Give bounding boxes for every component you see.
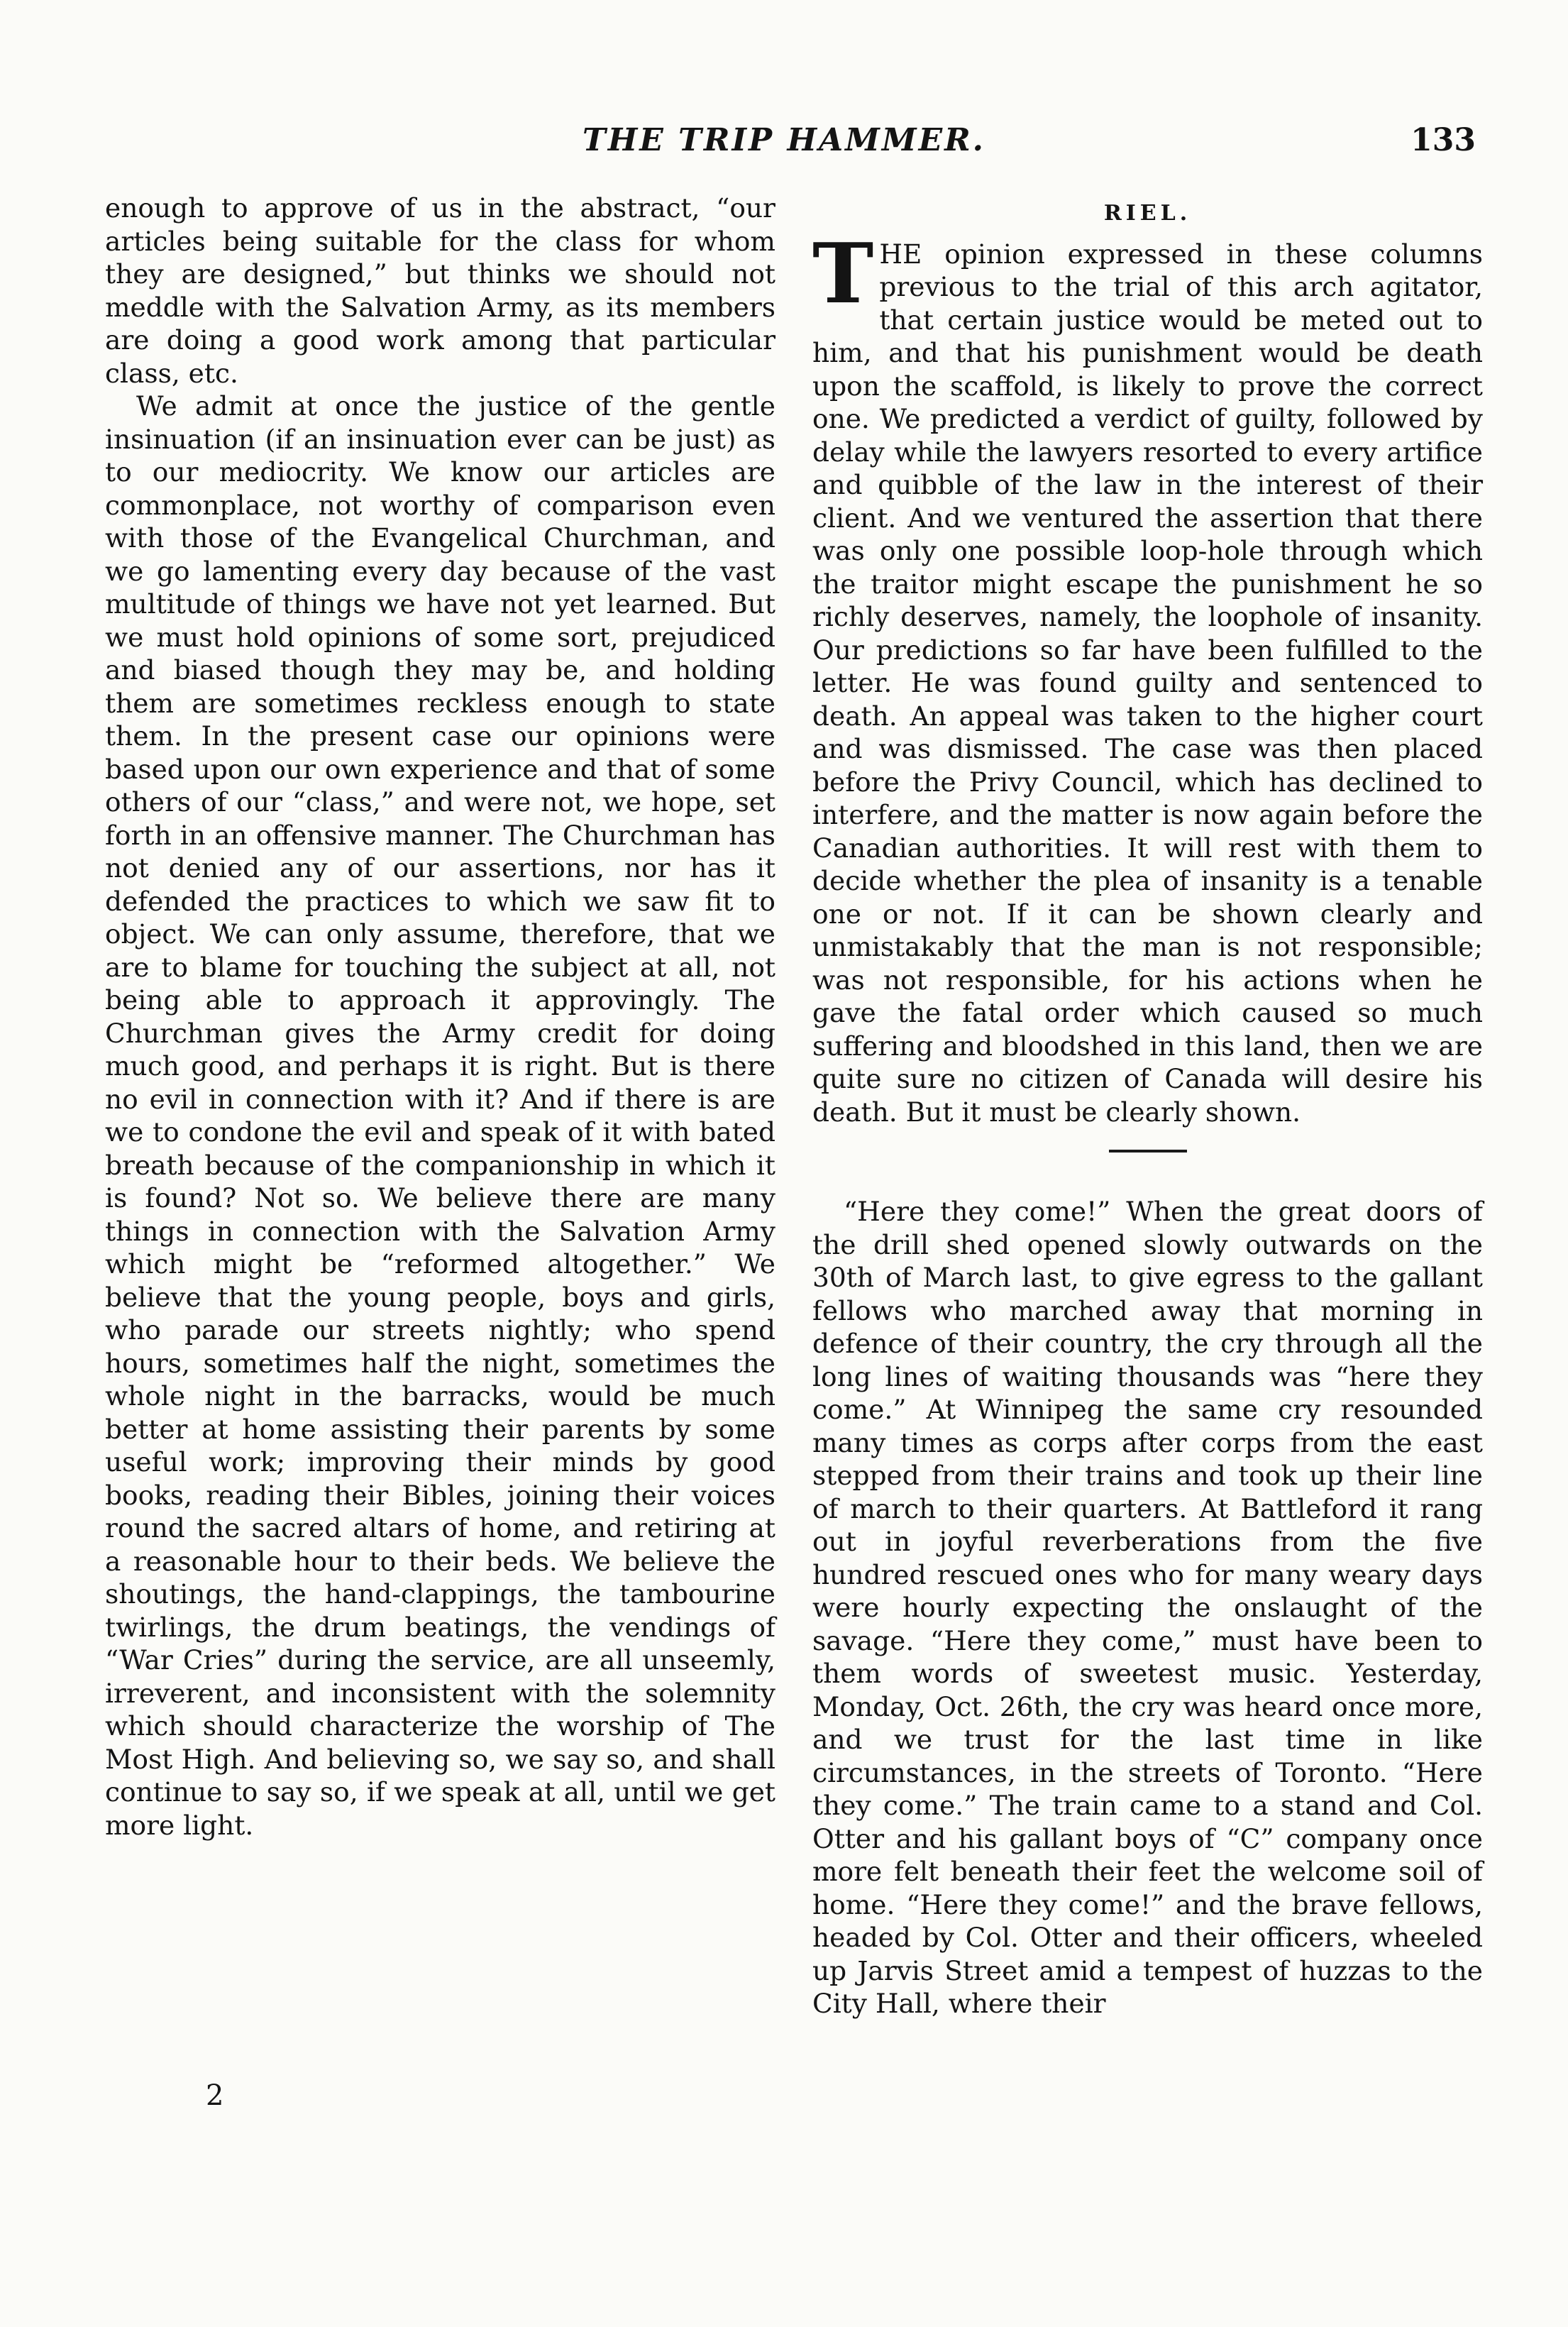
riel-article-text: HE opinion expressed in these columns previous to the trial of this arch agitator, that certain justice would be meted out to him, and that his punishment would be death upon the scaffold, is likely to prove the correct one. We predicted a verdict of guilty, followed by delay while the lawyers resorted to every artifice and quibble of the law in the interest of their client. And we ventured the assertion that there was only one possible loop-hole through which the traitor might escape the punishment he so richly deserves, namely, the loophole of insanity. Our predictions so far have been fulfilled to the letter. He was found guilty and sentenced to death. An appeal was taken to the higher court and was dismissed. The case was then placed before the Privy Council, which has declined to interfere, and the matter is now again before the Canadian authorities. It will rest with them to decide whether the plea of insanity is a tenable one or not. If it can be shown clearly and unmistakably that the man is not responsible; was not responsible, for his actions when he gave the fatal order which caused so much suffering and bloodshed in this land, then we are quite sure no citizen of Canada will desire his death. But it must be clearly shown.: [812, 238, 1483, 1128]
continued-paragraph: enough to approve of us in the abstract, “our articles being suitable for the class for whom they are designed,” but thinks we should not meddle with the Salvation Army, as its members are doing a good work among that particular class, etc.: [105, 192, 775, 389]
section-heading-riel: RIEL.: [1103, 201, 1192, 226]
page-number: 133: [1410, 122, 1476, 158]
signature-mark: 2: [206, 2079, 224, 2112]
drop-cap: T: [812, 225, 874, 322]
running-head: [0, 122, 1568, 172]
section-divider: [1109, 1150, 1187, 1153]
right-column: [812, 192, 1483, 2020]
here-they-come-paragraph: “Here they come!” When the great doors of the drill shed opened slowly outwards on the 30th of March last, to give egress to the gallant fellows who marched away that morning in defence of their country, the cry through all the long lines of waiting thousands was “here they come.” At Winnipeg the same cry resounded many times as corps after corps from the east stepped from their trains and took up their line of march to their quarters. At Battleford it rang out in joyful reverberations from the five hundred rescued ones who for many weary days were hourly expecting the onslaught of the savage. “Here they come,” must have been to them words of sweetest music. Yesterday, Monday, Oct. 26th, the cry was heard once more, and we trust for the last time in like circumstances, in the streets of Toronto. “Here they come.” The train came to a stand and Col. Otter and his gallant boys of “C” company once more felt beneath their feet the welcome soil of home. “Here they come!” and the brave fellows, headed by Col. Otter and their officers, wheeled up Jarvis Street amid a tempest of huzzas to the City Hall, where their: [812, 1196, 1483, 2019]
left-column: [105, 192, 775, 1842]
rebuttal-paragraph: We admit at once the justice of the gentle insinuation (if an insinuation ever can be just) as to our mediocrity. We know our articles are commonplace, not worthy of comparison even with those of the Evangelical Churchman, and we go lamenting every day because of the vast multitude of things we have not yet learned. But we must hold opinions of some sort, prejudiced and biased though they may be, and holding them are sometimes reckless enough to state them. In the present case our opinions were based upon our own experience and that of some others of our “class,” and were not, we hope, set forth in an offensive manner. The Churchman has not denied any of our assertions, nor has it defended the practices to which we saw fit to object. We can only assume, therefore, that we are to blame for touching the subject at all, not being able to approach it approvingly. The Churchman gives the Army credit for doing much good, and perhaps it is right. But is there no evil in connection with it? And if there is are we to condone the evil and speak of it with bated breath because of the companionship in which it is found? Not so. We believe there are many things in connection with the Salvation Army which might be “reformed altogether.” We believe that the young people, boys and girls, who parade our streets nightly; who spend hours, sometimes half the night, sometimes the whole night in the barracks, would be much better at home assisting their parents by some useful work; improving their minds by good books, reading their Bibles, joining their voices round the sacred altars of home, and retiring at a reasonable hour to their beds. We believe the shoutings, the hand-clappings, the tambourine twirlings, the drum beatings, the vendings of “War Cries” during the service, are all unseemly, irreverent, and inconsistent with the solemnity which should characterize the worship of The Most High. And believing so, we say so, and shall continue to say so, if we speak at all, until we get more light.: [105, 390, 775, 1841]
riel-article-paragraph: [812, 225, 1483, 1129]
journal-title: THE TRIP HAMMER.: [582, 122, 985, 158]
